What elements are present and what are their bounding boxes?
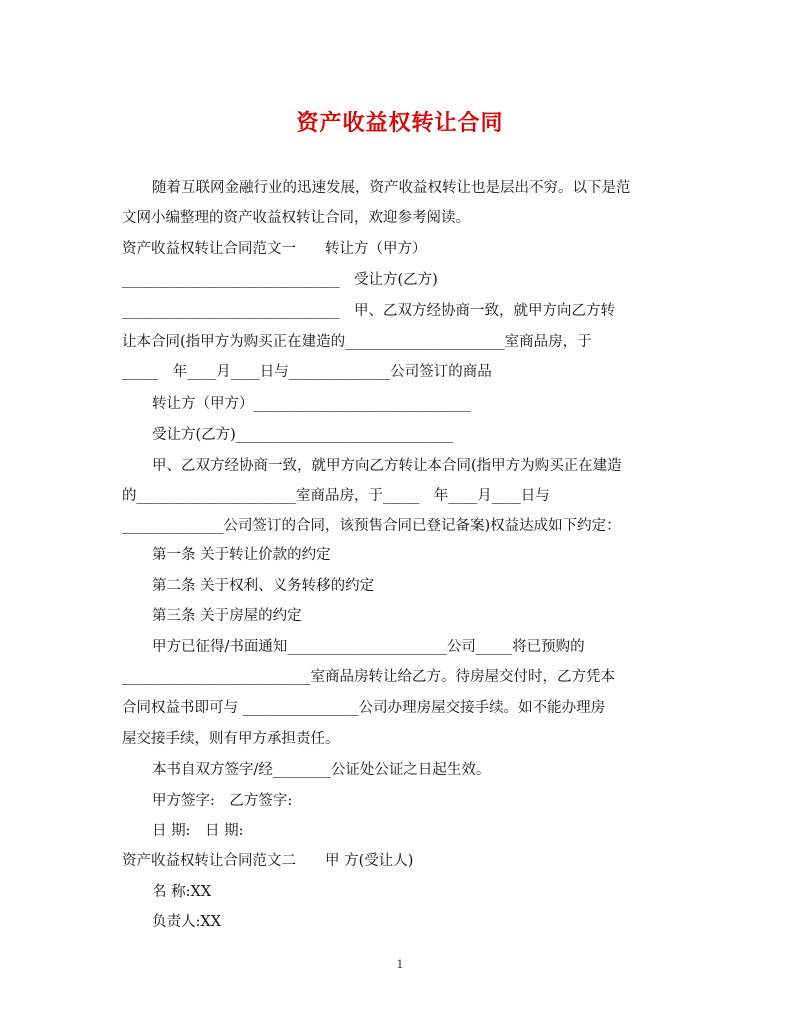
paragraph-line: 的______________________室商品房，于_____ 年____月____日与 — [122, 488, 550, 504]
page-number: 1 — [396, 958, 404, 971]
paragraph-line: 资产收益权转让合同范文一 转让方（甲方） — [122, 241, 427, 257]
paragraph-line: ______________________________ 甲、乙双方经协商一致，就甲方向乙方转 — [122, 303, 615, 319]
paragraph-line: __________________________室商品房转让给乙方。待房屋交付时，乙方凭本 — [122, 669, 615, 685]
paragraph-line: 甲方已征得/书面通知______________________公司_____将已预购的 — [152, 639, 585, 655]
paragraph-line: ______________公司签订的合同，该预售合同已登记备案)权益达成如下约定： — [122, 518, 621, 534]
paragraph-line: 负责人:XX — [152, 914, 222, 930]
signature-line: 甲方签字: 乙方签字: — [152, 793, 293, 809]
paragraph-line: 名 称:XX — [152, 884, 212, 900]
clause-heading: 第二条 关于权利、义务转移的约定 — [152, 578, 375, 594]
paragraph-line: 合同权益书即可与 ________________公司办理房屋交接手续。如不能办理房 — [122, 700, 606, 716]
paragraph-line: 甲、乙双方经协商一致，就甲方向乙方转让本合同(指甲方为购买正在建造 — [152, 458, 622, 474]
paragraph-line: 屋交接手续，则有甲方承担责任。 — [122, 731, 340, 747]
paragraph-line: 本书自双方签字/经________公证处公证之日起生效。 — [152, 762, 491, 778]
paragraph-line: 受让方(乙方)______________________________ — [152, 427, 454, 443]
paragraph-line: 转让方（甲方）______________________________ — [152, 396, 471, 412]
paragraph-line: 随着互联网金融行业的迅速发展，资产收益权转让也是层出不穷。以下是范 — [152, 180, 631, 196]
paragraph-line: _____ 年____月____日与______________公司签订的商品 — [122, 364, 492, 380]
clause-heading: 第一条 关于转让价款的约定 — [152, 547, 331, 563]
paragraph-line: 让本合同(指甲方为购买正在建造的______________________室商品房，于 — [122, 334, 592, 350]
section-heading: 资产收益权转让合同范文二 甲 方(受让人) — [122, 853, 414, 869]
date-line: 日 期: 日 期: — [152, 823, 244, 839]
paragraph-line: ______________________________ 受让方(乙方) — [122, 272, 438, 288]
clause-heading: 第三条 关于房屋的约定 — [152, 608, 302, 624]
paragraph-line: 文网小编整理的资产收益权转让合同，欢迎参考阅读。 — [122, 210, 470, 226]
document-title: 资产收益权转让合同 — [296, 111, 504, 136]
